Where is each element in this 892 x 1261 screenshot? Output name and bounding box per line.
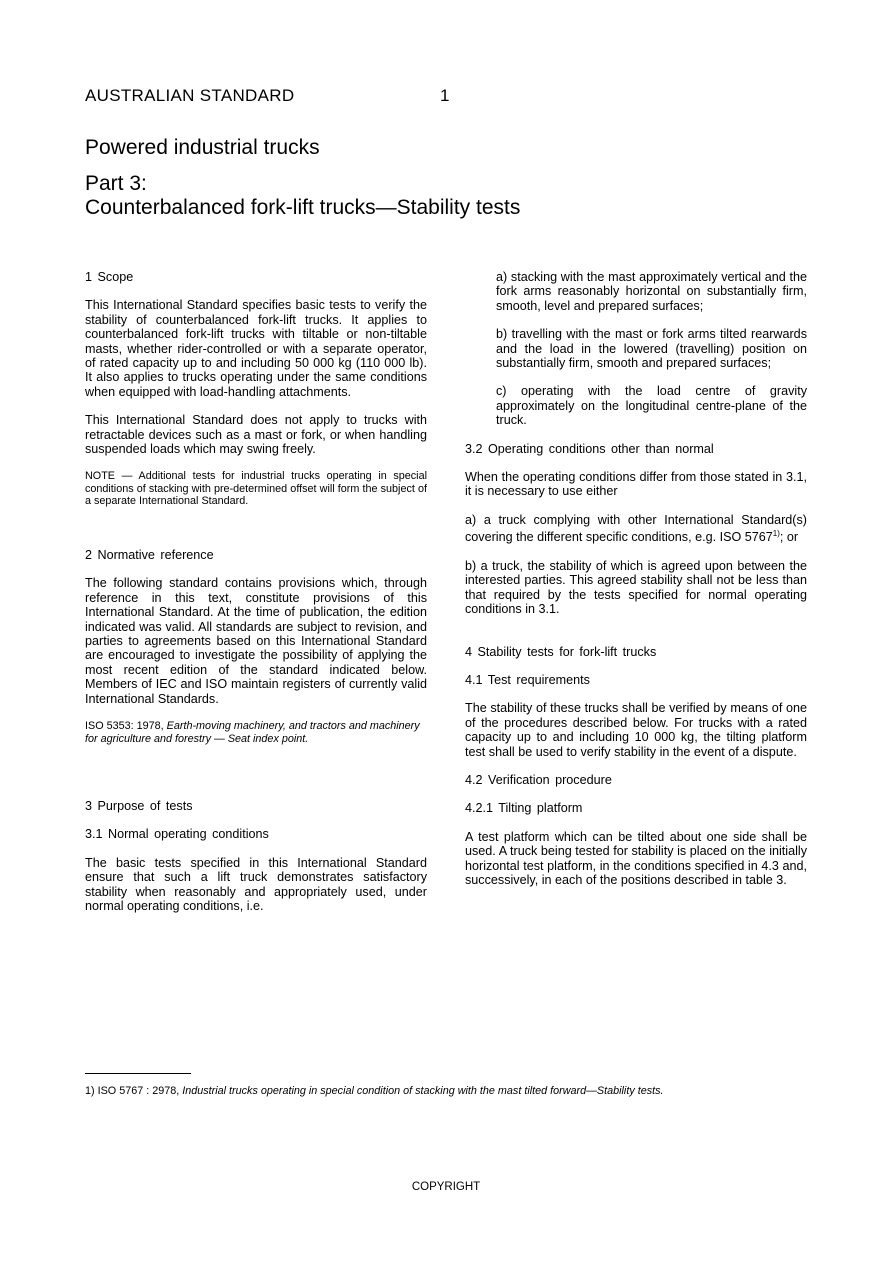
section-heading-normative-reference: 2 Normative reference xyxy=(85,547,214,562)
subsection-heading-tilting-platform: 4.2.1 Tilting platform xyxy=(465,801,583,816)
other-conditions-item-b: b) a truck, the stability of which is agreed upon between the interested parties. This agreed stability shall not be less than that required by the tests specified for normal operating conditions in 3.1. xyxy=(465,558,807,617)
document-subtitle xyxy=(85,172,520,220)
item-a-tail: ; or xyxy=(779,530,799,545)
list-item-a: a) stacking with the mast approximately vertical and the fork arms reasonably horizontal on substantially firm, smooth, level and prepared surfaces; xyxy=(496,270,807,313)
normative-reference-citation xyxy=(85,720,427,745)
copyright-footer: COPYRIGHT xyxy=(411,1181,481,1193)
page-number: 1 xyxy=(440,86,450,105)
citation-title: Earth-moving machinery, and tractors and machinery for agriculture and forestry — Seat index point. xyxy=(85,720,420,745)
list-item-c: c) operating with the load centre of gravity approximately on the longitudinal centre-plane of the truck. xyxy=(496,384,807,428)
scope-paragraph-1: This International Standard specifies basic tests to verify the stability of counterbalanced fork-lift trucks. It applies to counterbalanced fork-lift trucks with tiltable or non-tiltable masts, whether rider-controlled or with a separate operator, of rated capacity up to and including 50 000 kg (110 000 lb). It also applies to trucks operating under the same conditions when equipped with load-handling attachments. xyxy=(85,298,427,399)
part-title: Counterbalanced fork-lift trucks—Stability tests xyxy=(85,196,521,219)
part-label: Part 3: xyxy=(85,172,147,195)
normal-conditions-paragraph: The basic tests specified in this International Standard ensure that such a lift truck demonstrates satisfactory stability when reasonably and appropriately used, under normal operating conditions, i.e. xyxy=(85,855,427,914)
subsection-heading-test-requirements: 4.1 Test requirements xyxy=(465,672,590,687)
footnote-title: Industrial trucks operating in special condition of stacking with the mast tilted forward—Stability tests. xyxy=(182,1085,664,1097)
standard-label: AUSTRALIAN STANDARD xyxy=(85,86,295,105)
subsection-heading-normal-conditions: 3.1 Normal operating conditions xyxy=(85,827,269,842)
footnote xyxy=(85,1085,664,1097)
other-conditions-item-a xyxy=(465,513,807,545)
left-column xyxy=(85,270,427,927)
right-column xyxy=(465,270,807,901)
test-requirements-paragraph: The stability of these trucks shall be verified by means of one of the procedures described below. For trucks with a rated capacity up to and including 10 000 kg, the tilting platform test shall be used to verify stability in the event of a dispute. xyxy=(465,701,807,759)
scope-paragraph-2: This International Standard does not apply to trucks with retractable devices such as a mast or fork, or when handling suspended loads which may swing freely. xyxy=(85,413,427,457)
footnote-divider xyxy=(85,1073,191,1074)
subsection-heading-other-conditions: 3.2 Operating conditions other than normal xyxy=(465,441,714,456)
list-item-b: b) travelling with the mast or fork arms tilted rearwards and the load in the lowered (travelling) position on substantially firm, smooth and prepared surfaces; xyxy=(496,327,807,371)
subsection-heading-verification: 4.2 Verification procedure xyxy=(465,772,612,787)
tilting-platform-paragraph: A test platform which can be tilted about one side shall be used. A truck being tested for stability is placed on the initially horizontal test platform, in the conditions specified in 4.3 and, successively, in each of the positions described in table 3. xyxy=(465,829,807,887)
citation-number: ISO 5353: 1978, xyxy=(85,720,167,733)
normative-reference-paragraph: The following standard contains provisions which, through reference in this text, constitute provisions of this International Standard. At the time of publication, the edition indicated was valid. All standards are subject to revision, and parties to agreements based on this International Standard are encouraged to investigate the possibility of applying the most recent edition of the standard indicated below. Members of IEC and ISO maintain registers of currently valid International Standards. xyxy=(85,576,427,706)
item-a-text: a) a truck complying with other International Standard(s) covering the different specific conditions, e.g. ISO 5767 xyxy=(465,512,807,545)
document-title: Powered industrial trucks xyxy=(85,136,320,159)
scope-note: NOTE — Additional tests for industrial trucks operating in special conditions of stacking with pre-determined offset will form the subject of a separate International Standard. xyxy=(85,470,427,508)
section-heading-purpose: 3 Purpose of tests xyxy=(85,799,193,814)
section-heading-scope: 1 Scope xyxy=(85,270,134,284)
section-heading-stability-tests: 4 Stability tests for fork-lift trucks xyxy=(465,644,657,659)
other-conditions-paragraph: When the operating conditions differ from those stated in 3.1, it is necessary to use either xyxy=(465,470,807,499)
footnote-marker: 1) xyxy=(772,529,780,539)
footnote-number: 1) ISO 5767 : 2978, xyxy=(85,1085,183,1097)
